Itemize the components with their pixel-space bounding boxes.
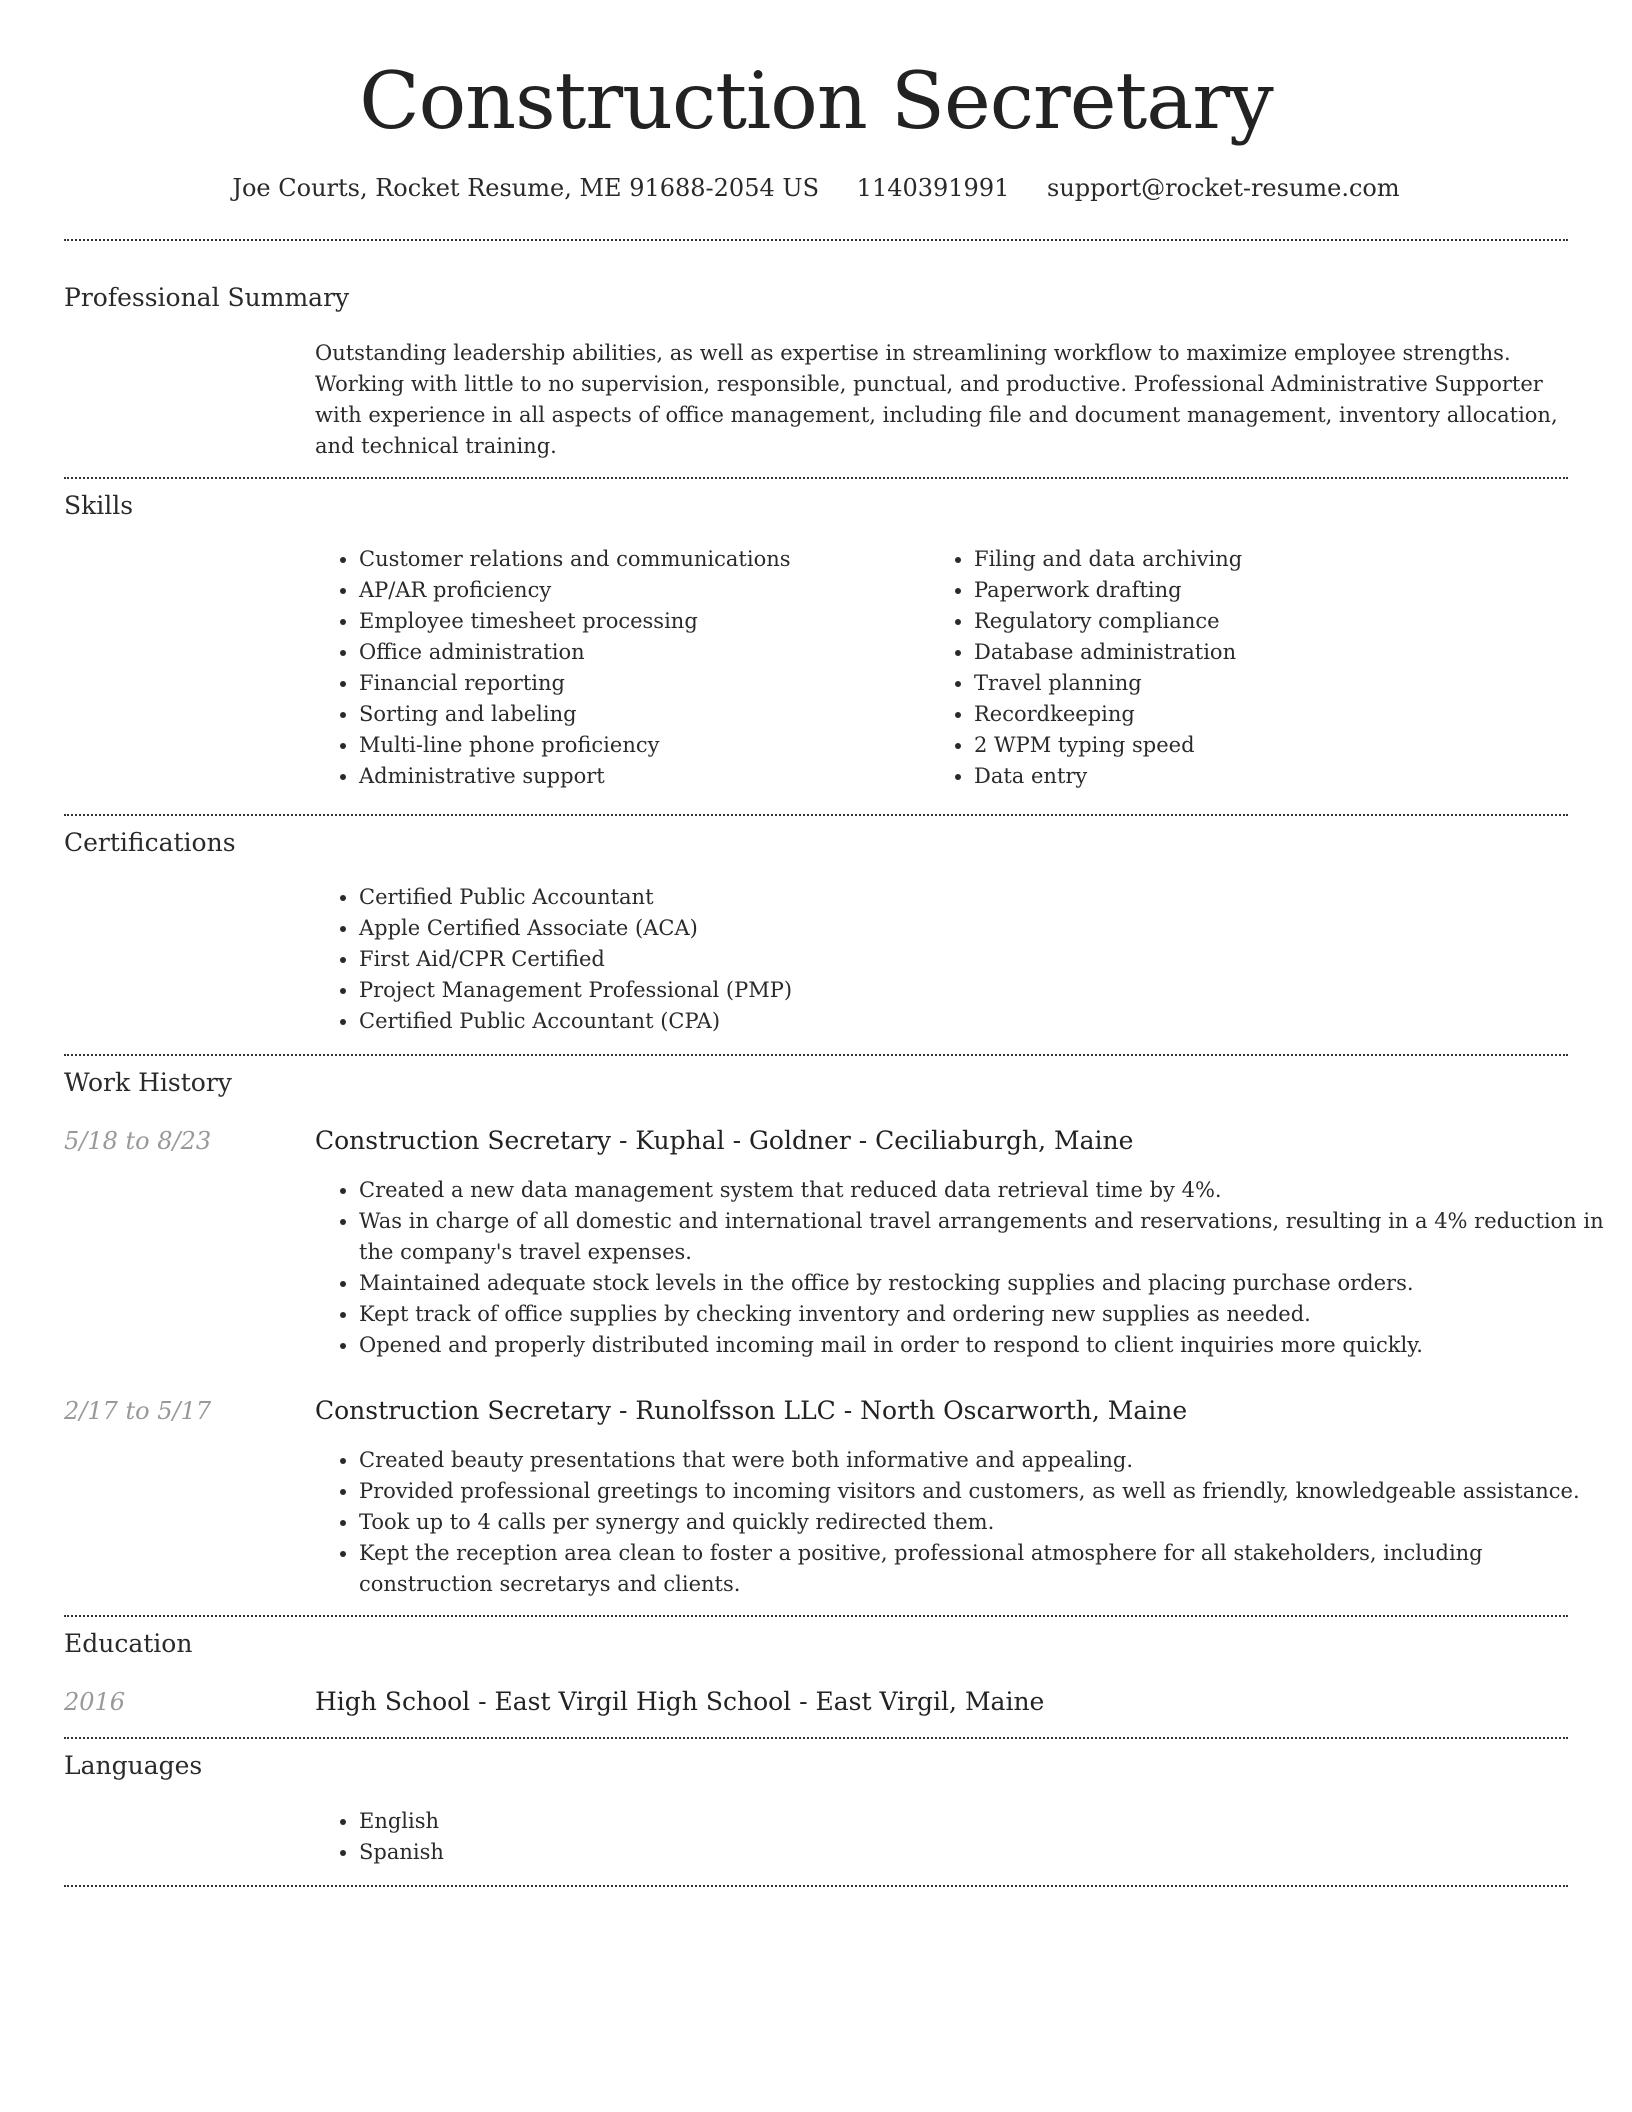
contact-phone: 1140391991 — [856, 174, 1010, 202]
certification-item: • First Aid/CPR Certified — [359, 944, 1559, 975]
job-bullets — [315, 1445, 1612, 1600]
job-bullet: • Maintained adequate stock levels in the office by restocking supplies and placing purchase orders. — [359, 1268, 1612, 1299]
skills-list-right — [930, 544, 1574, 792]
job-bullet: • Was in charge of all domestic and international travel arrangements and reservations, resulting in a 4% reduction in the company's travel expenses. — [359, 1206, 1612, 1268]
section-divider — [64, 477, 1568, 479]
contact-address: Joe Courts, Rocket Resume, ME 91688-2054 US — [232, 174, 820, 202]
languages-list — [315, 1806, 959, 1868]
skill-item: • Financial reporting — [359, 668, 919, 699]
contact-line — [0, 170, 1632, 206]
section-divider — [64, 1885, 1568, 1887]
education-heading: High School - East Virgil High School - East Virgil, Maine — [315, 1687, 1045, 1716]
contact-email: support@rocket-resume.com — [1047, 174, 1400, 202]
skill-item: • Multi-line phone proficiency — [359, 730, 919, 761]
job-bullet: • Kept track of office supplies by checking inventory and ordering new supplies as needed. — [359, 1299, 1612, 1330]
skill-item: • Office administration — [359, 637, 919, 668]
section-title-work-history: Work History — [64, 1068, 232, 1097]
section-divider — [64, 1054, 1568, 1056]
language-item: • English — [359, 1806, 959, 1837]
skills-list-left — [315, 544, 919, 792]
skill-item: • Sorting and labeling — [359, 699, 919, 730]
job-heading: Construction Secretary - Kuphal - Goldner - Ceciliaburgh, Maine — [315, 1126, 1134, 1155]
skill-item: • Regulatory compliance — [974, 606, 1574, 637]
section-divider — [64, 239, 1568, 241]
skill-item: • 2 WPM typing speed — [974, 730, 1574, 761]
section-divider — [64, 1615, 1568, 1617]
certifications-list — [315, 882, 1559, 1037]
job-bullet: • Kept the reception area clean to foster a positive, professional atmosphere for all stakeholders, including construction secretarys and clients. — [359, 1538, 1612, 1600]
language-item: • Spanish — [359, 1837, 959, 1868]
job-dates: 5/18 to 8/23 — [64, 1127, 212, 1155]
skill-item: • Database administration — [974, 637, 1574, 668]
skill-item: • Employee timesheet processing — [359, 606, 919, 637]
job-heading: Construction Secretary - Runolfsson LLC - North Oscarworth, Maine — [315, 1396, 1188, 1425]
section-title-certifications: Certifications — [64, 828, 236, 857]
job-bullet: • Provided professional greetings to incoming visitors and customers, as well as friendly, knowledgeable assistance. — [359, 1476, 1612, 1507]
skill-item: • Recordkeeping — [974, 699, 1574, 730]
certification-item: • Apple Certified Associate (ACA) — [359, 913, 1559, 944]
job-bullet: • Created a new data management system that reduced data retrieval time by 4%. — [359, 1175, 1612, 1206]
section-divider — [64, 1737, 1568, 1739]
skill-item: • Filing and data archiving — [974, 544, 1574, 575]
resume-name: Construction Secretary — [359, 55, 1273, 147]
job-bullet: • Created beauty presentations that were both informative and appealing. — [359, 1445, 1612, 1476]
skill-item: • Customer relations and communications — [359, 544, 919, 575]
skill-item: • AP/AR proficiency — [359, 575, 919, 606]
summary-text: Outstanding leadership abilities, as well as expertise in streamlining workflow to maximize employee strengths. Working with little to no supervision, responsible, punctual, and productive. Professional Administrative Supporter with experience in all aspects of office management, including file and document management, inventory allocation, and technical training. — [315, 341, 1558, 458]
job-bullet: • Opened and properly distributed incoming mail in order to respond to client inquiries more quickly. — [359, 1330, 1612, 1361]
section-title-skills: Skills — [64, 491, 134, 520]
section-title-languages: Languages — [64, 1751, 203, 1780]
section-title-summary: Professional Summary — [64, 283, 350, 312]
job-bullets — [315, 1175, 1612, 1361]
skill-item: • Administrative support — [359, 761, 919, 792]
skill-item: • Travel planning — [974, 668, 1574, 699]
section-title-education: Education — [64, 1629, 193, 1658]
certification-item: • Certified Public Accountant — [359, 882, 1559, 913]
section-divider — [64, 814, 1568, 816]
job-dates: 2/17 to 5/17 — [64, 1397, 212, 1425]
certification-item: • Certified Public Accountant (CPA) — [359, 1006, 1559, 1037]
skill-item: • Paperwork drafting — [974, 575, 1574, 606]
skill-item: • Data entry — [974, 761, 1574, 792]
certification-item: • Project Management Professional (PMP) — [359, 975, 1559, 1006]
job-bullet: • Took up to 4 calls per synergy and quickly redirected them. — [359, 1507, 1612, 1538]
education-year: 2016 — [64, 1688, 126, 1716]
